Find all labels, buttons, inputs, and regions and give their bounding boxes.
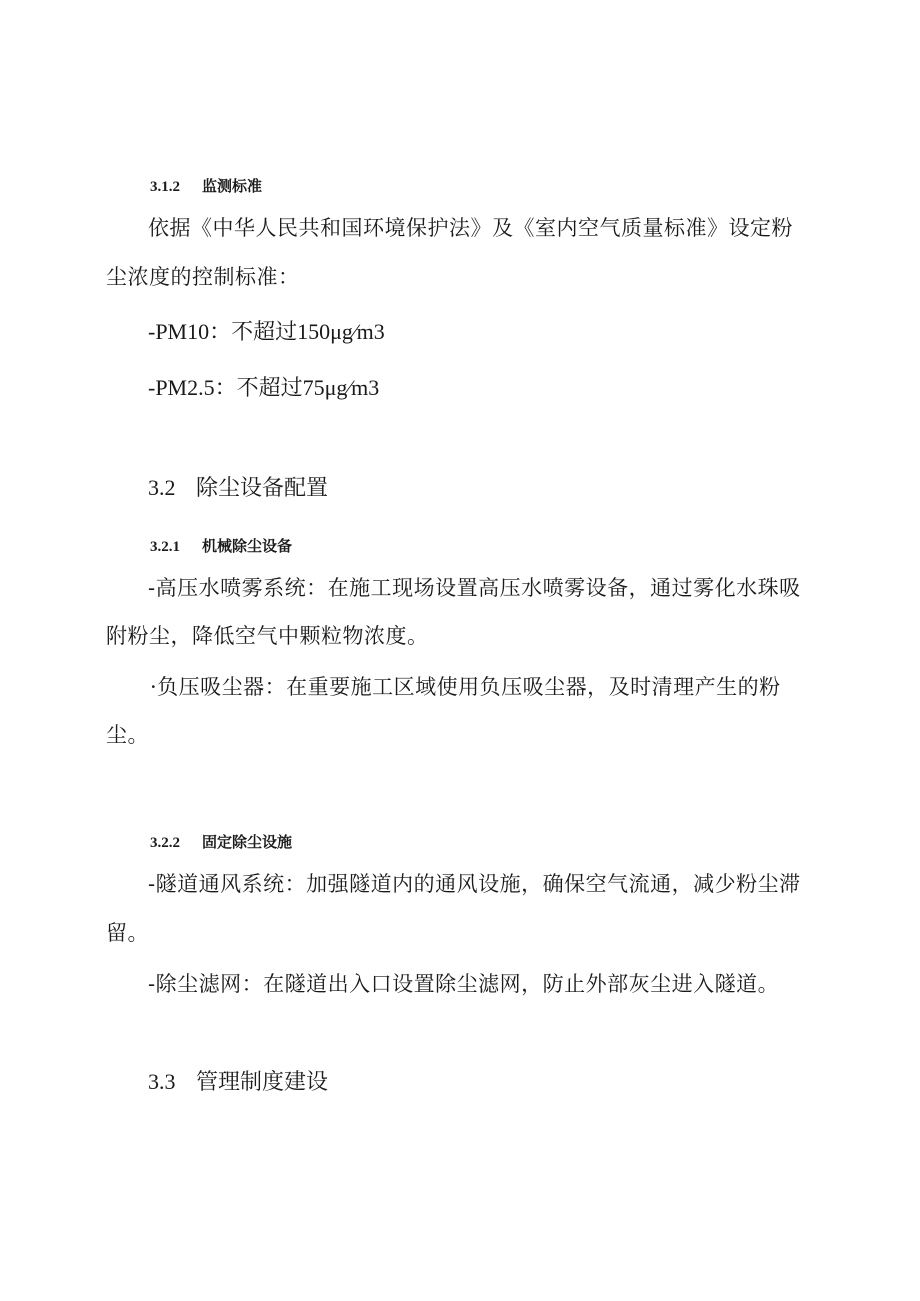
section-title: 除尘设备配置	[196, 476, 329, 501]
pm10-label: -PM10：	[148, 319, 232, 344]
pm25-text: 不超过	[236, 376, 303, 401]
pm25-standard	[148, 374, 379, 403]
section-title: 管理制度建设	[196, 1070, 329, 1095]
list-item-line: ·负压吸尘器：在重要施工区域使用负压吸尘器，及时清理产生的粉	[150, 675, 781, 699]
subsection-title: 监测标准	[202, 177, 263, 195]
pm10-standard	[148, 318, 385, 347]
list-item-line: -除尘滤网：在隧道出入口设置除尘滤网，防止外部灰尘进入隧道。	[148, 972, 780, 996]
section-number: 3.3	[148, 1069, 176, 1094]
subsection-heading-3-2-1	[150, 536, 292, 557]
paragraph-line: 尘浓度的控制标准：	[106, 265, 300, 289]
subsection-number: 3.2.1	[150, 539, 180, 555]
subsection-heading-3-2-2	[150, 832, 292, 853]
pm10-value: 150μg∕m3	[297, 319, 385, 344]
list-item-line: -隧道通风系统：加强隧道内的通风设施，确保空气流通，减少粉尘滞	[148, 872, 801, 896]
paragraph-line: 依据《中华人民共和国环境保护法》及《室内空气质量标准》设定粉	[148, 216, 793, 240]
list-item-line: 附粉尘，降低空气中颗粒物浓度。	[106, 624, 429, 648]
subsection-number: 3.1.2	[150, 179, 180, 195]
subsection-heading-3-1-2	[150, 176, 262, 197]
list-item-line: 留。	[106, 921, 149, 945]
pm25-value: 75μg∕m3	[302, 375, 380, 400]
subsection-title: 机械除尘设备	[202, 537, 293, 555]
section-heading-3-3	[148, 1068, 328, 1097]
pm25-label: -PM2.5：	[148, 375, 237, 400]
pm10-text: 不超过	[231, 320, 298, 345]
list-item-line: -高压水喷雾系统：在施工现场设置高压水喷雾设备，通过雾化水珠吸	[148, 576, 801, 600]
list-item-line: 尘。	[106, 723, 149, 747]
section-number: 3.2	[148, 475, 176, 500]
subsection-title: 固定除尘设施	[202, 833, 293, 851]
section-heading-3-2	[148, 474, 328, 503]
subsection-number: 3.2.2	[150, 835, 180, 851]
